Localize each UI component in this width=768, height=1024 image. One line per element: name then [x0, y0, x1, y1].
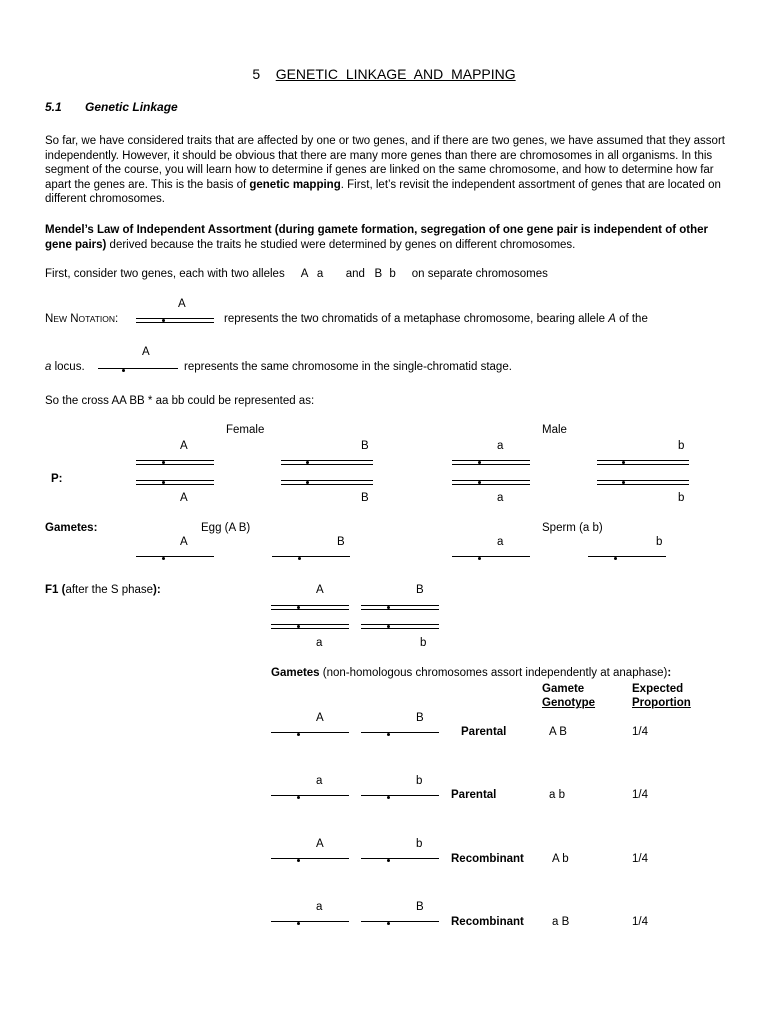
egg-label: Egg (A B)	[201, 522, 251, 534]
male-chromosome-a1	[452, 458, 530, 468]
female-chromosome-B1	[281, 458, 373, 468]
sperm-chromosome-b	[588, 552, 666, 562]
female-chromosome-B2	[281, 478, 373, 488]
f1-chromosome-B	[361, 603, 439, 613]
gamete-genotype-header: Gamete Genotype	[542, 683, 596, 709]
section-heading	[45, 100, 178, 114]
female-allele-B-bottom: B	[361, 492, 369, 504]
consider-line: First, consider two genes, each with two alleles A a and B b on separate chromosomes	[45, 268, 548, 280]
gametes-label: Gametes:	[45, 522, 98, 534]
female-chromosome-A2	[136, 478, 214, 488]
male-allele-a-bottom: a	[497, 492, 504, 504]
sperm-allele-b: b	[656, 536, 663, 548]
f1-chromosome-b	[361, 622, 439, 632]
section-title: Genetic Linkage	[85, 100, 178, 114]
new-notation-label: NEW NOTATION:	[45, 313, 119, 325]
male-allele-b-top: b	[678, 440, 685, 452]
intro-paragraph: So far, we have considered traits that are affected by one or two genes, and if there are two genes, we have assumed that they assort independently. However, it should be obvious that there are many more genes than there are chromosomes in all organisms. In this segment of the course, you will learn how to determine if genes are linked on the same chromosome, and how to determine how far apart the genes are. This is the basis of genetic mapping. First, let’s revisit the independent assortment of genes that are located on different chromosomes.	[45, 135, 725, 206]
f1-allele-a: a	[316, 637, 323, 649]
f1-allele-B: B	[416, 584, 424, 596]
egg-allele-B: B	[337, 536, 345, 548]
female-chromosome-A1	[136, 458, 214, 468]
f1-chromosome-A	[271, 603, 349, 613]
male-label: Male	[542, 424, 567, 436]
single-chromatid-allele-label: A	[142, 346, 150, 358]
sperm-chromosome-a	[452, 552, 530, 562]
male-allele-a-top: a	[497, 440, 504, 452]
chapter-number: 5	[252, 66, 261, 82]
single-chromatid-symbol	[98, 364, 178, 374]
chapter-title: GENETIC LINKAGE AND MAPPING	[275, 66, 516, 82]
female-allele-A-bottom: A	[180, 492, 188, 504]
expected-proportion-header: Expected Proportion	[632, 683, 691, 709]
f1-gametes-heading: Gametes (non-homologous chromosomes assort independently at anaphase):	[271, 667, 672, 679]
sperm-label: Sperm (a b)	[542, 522, 603, 534]
female-allele-A-top: A	[180, 440, 188, 452]
p-generation-label: P:	[51, 473, 63, 485]
egg-chromosome-A	[136, 552, 214, 562]
mendel-law: Mendel’s Law of Independent Assortment (during gamete formation, segregation of one gene pair is independent of other gene pairs)	[45, 224, 709, 251]
section-number: 5.1	[45, 100, 62, 114]
page-title	[0, 66, 768, 82]
single-chromatid-description: represents the same chromosome in the single-chromatid stage.	[184, 361, 512, 373]
mendel-paragraph: Mendel’s Law of Independent Assortment (during gamete formation, segregation of one gene pair is independent of other gene pairs) derived because the traits he studied were determined by genes on different chromosomes.	[45, 224, 709, 251]
genetic-mapping-term: genetic mapping	[249, 178, 341, 191]
cross-intro: So the cross AA BB * aa bb could be represented as:	[45, 395, 315, 407]
female-allele-B-top: B	[361, 440, 369, 452]
sperm-allele-a: a	[497, 536, 504, 548]
male-chromosome-a2	[452, 478, 530, 488]
female-label: Female	[226, 424, 265, 436]
male-chromosome-b1	[597, 458, 689, 468]
metaphase-chromosome-symbol	[136, 316, 214, 326]
male-chromosome-b2	[597, 478, 689, 488]
egg-allele-A: A	[180, 536, 188, 548]
locus-label: a locus.	[45, 361, 85, 373]
f1-chromosome-a	[271, 622, 349, 632]
egg-chromosome-B	[272, 552, 350, 562]
notation-description: represents the two chromatids of a metaphase chromosome, bearing allele A of the	[224, 313, 648, 325]
f1-allele-b: b	[420, 637, 427, 649]
f1-label: F1 (after the S phase):	[45, 584, 161, 596]
male-allele-b-bottom: b	[678, 492, 685, 504]
notation-allele-label: A	[178, 298, 186, 310]
f1-allele-A: A	[316, 584, 324, 596]
